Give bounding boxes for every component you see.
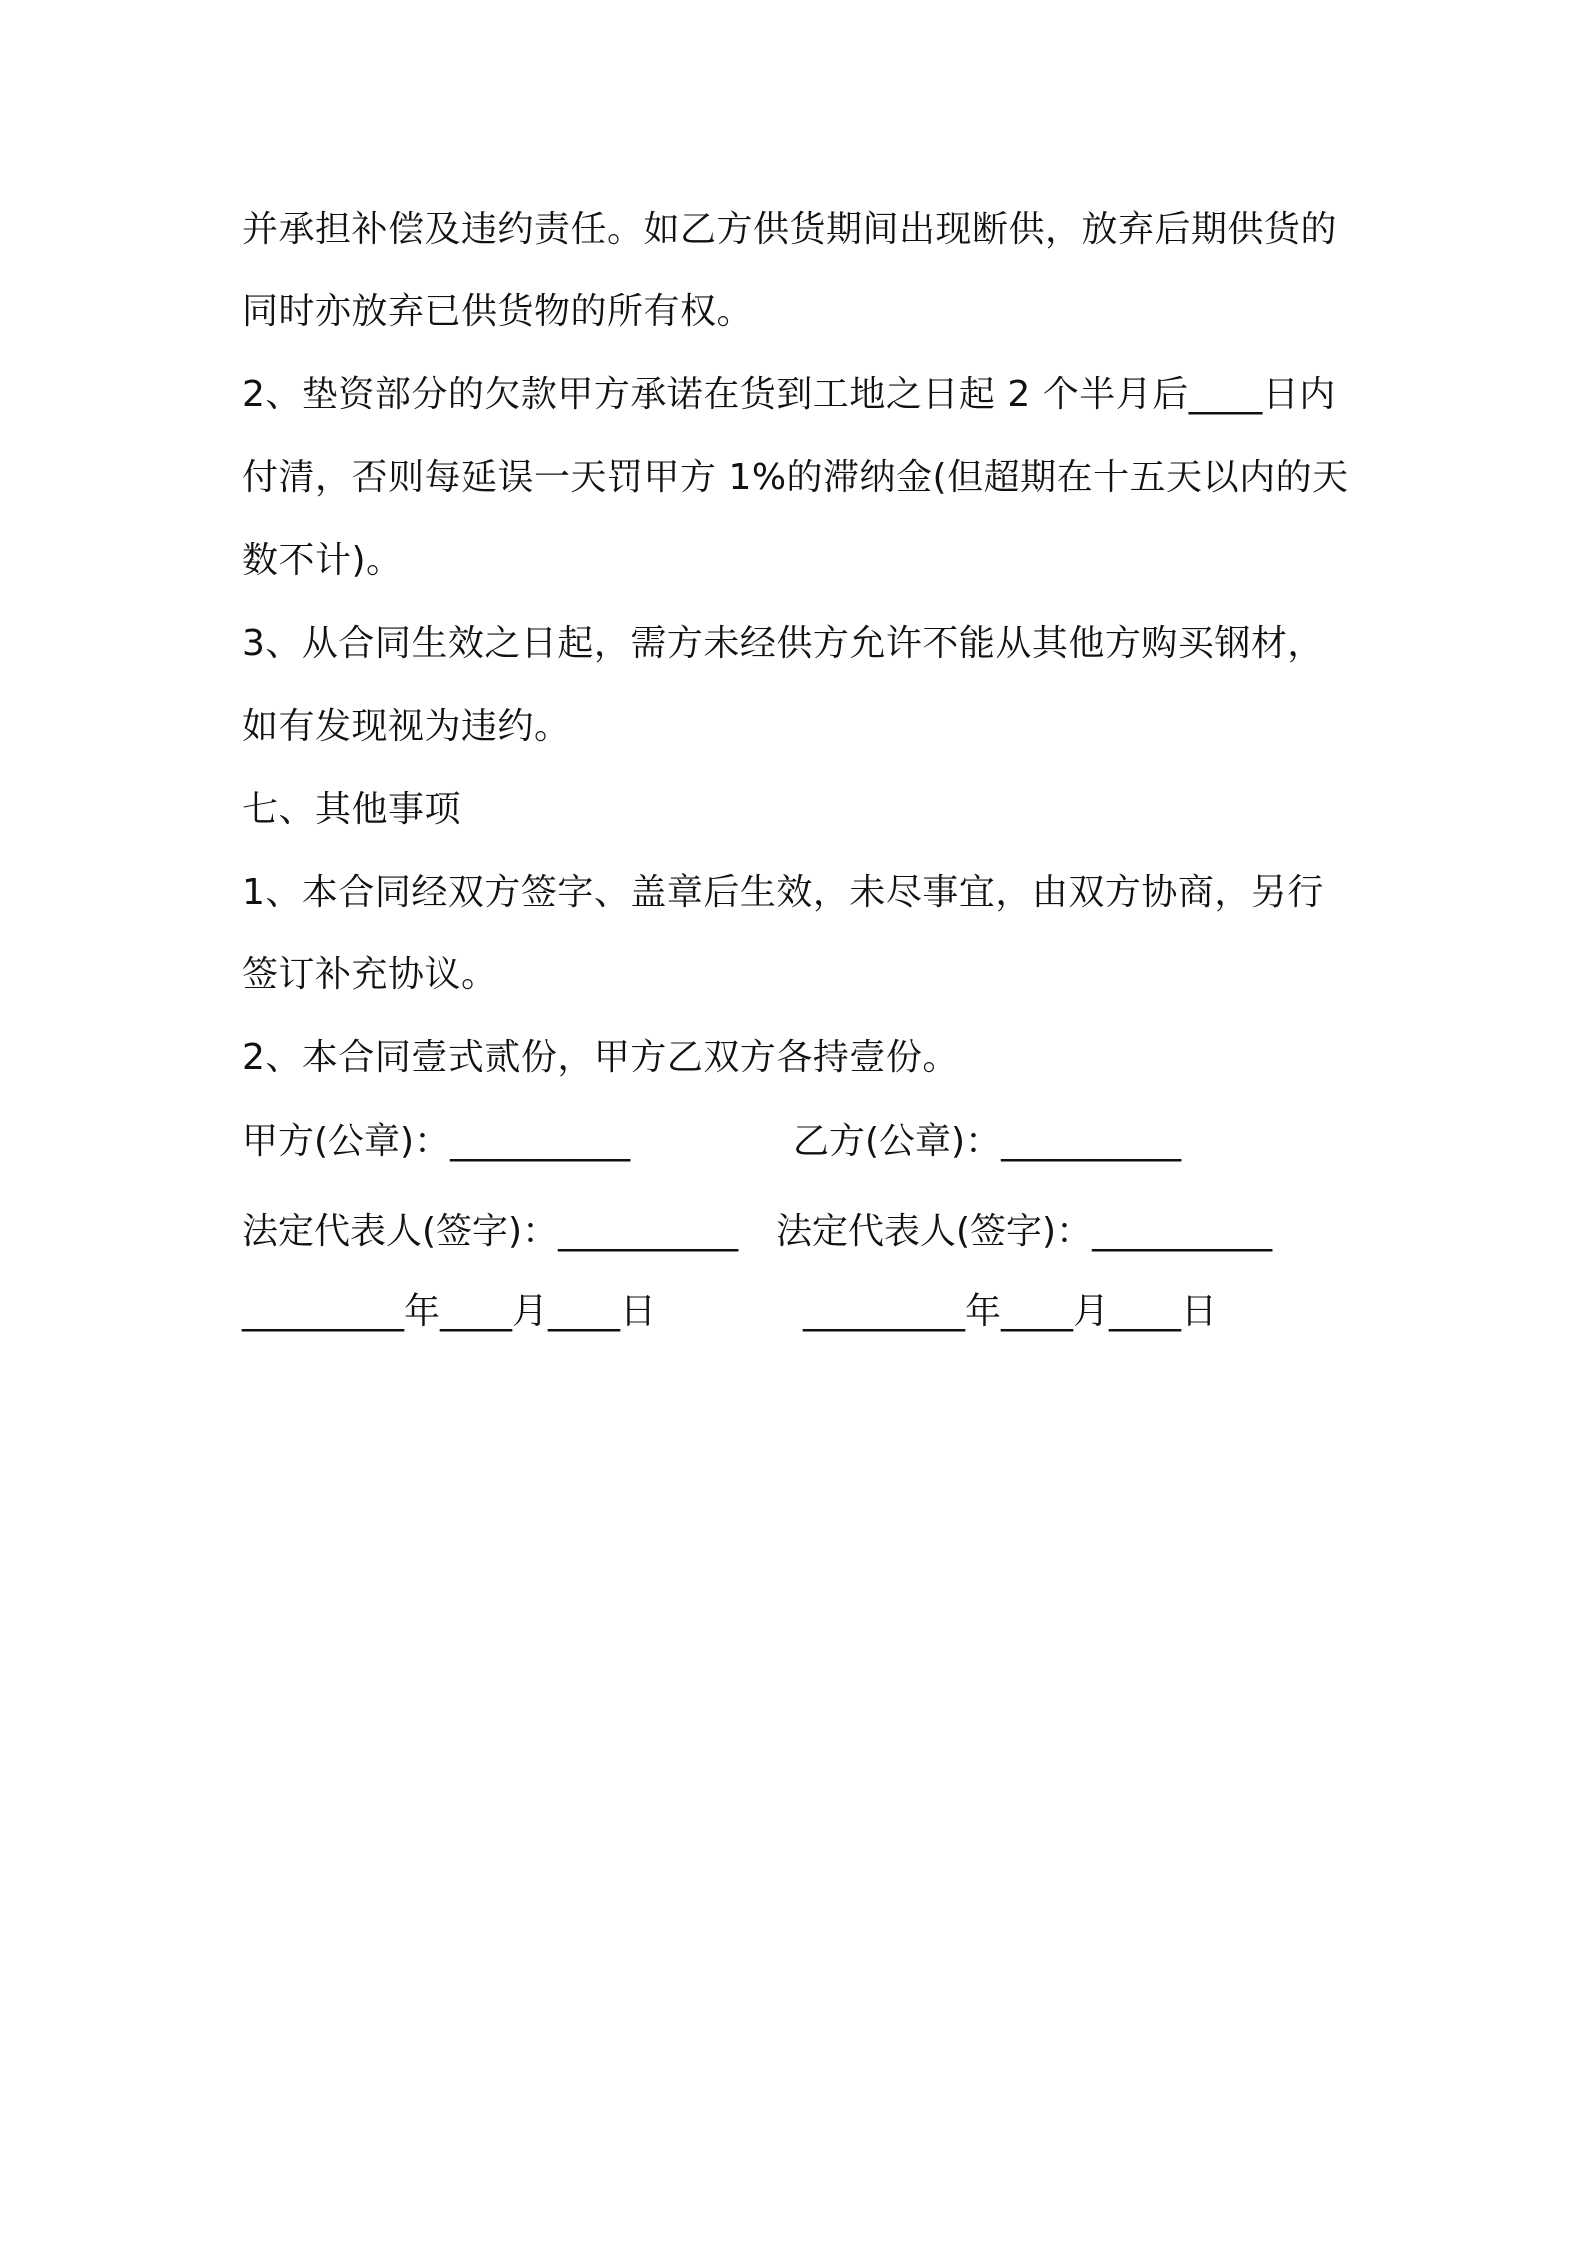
party-a-date-field: _________年____月____日	[242, 1291, 656, 1332]
paragraph-line: 并承担补偿及违约责任。如乙方供货期间出现断供，放弃后期供货的	[242, 209, 1338, 250]
paragraph-line: 签订补充协议。	[242, 954, 498, 995]
party-b-date-field: _________年____月____日	[803, 1291, 1217, 1332]
clause-2-line: 2、本合同壹式贰份，甲方乙双方各持壹份。	[242, 1037, 959, 1078]
clause-1-line: 1、本合同经双方签字、盖章后生效，未尽事宜，由双方协商，另行	[242, 872, 1324, 913]
party-a-seal-field: 甲方(公章)：__________	[242, 1121, 631, 1162]
paragraph-line: 如有发现视为违约。	[242, 706, 571, 747]
section-heading: 七、其他事项	[242, 789, 462, 830]
party-a-representative-field: 法定代表人(签字)：__________	[242, 1211, 739, 1252]
paragraph-line: 付清，否则每延误一天罚甲方 1%的滞纳金(但超期在十五天以内的天	[242, 457, 1349, 498]
party-b-seal-field: 乙方(公章)：__________	[793, 1121, 1182, 1162]
party-b-representative-field: 法定代表人(签字)：__________	[776, 1211, 1273, 1252]
clause-3-line: 3、从合同生效之日起，需方未经供方允许不能从其他方购买钢材，	[242, 623, 1324, 664]
clause-2-line: 2、垫资部分的欠款甲方承诺在货到工地之日起 2 个半月后____日内	[242, 374, 1336, 415]
paragraph-line: 同时亦放弃已供货物的所有权。	[242, 291, 754, 332]
paragraph-line: 数不计)。	[242, 540, 403, 581]
